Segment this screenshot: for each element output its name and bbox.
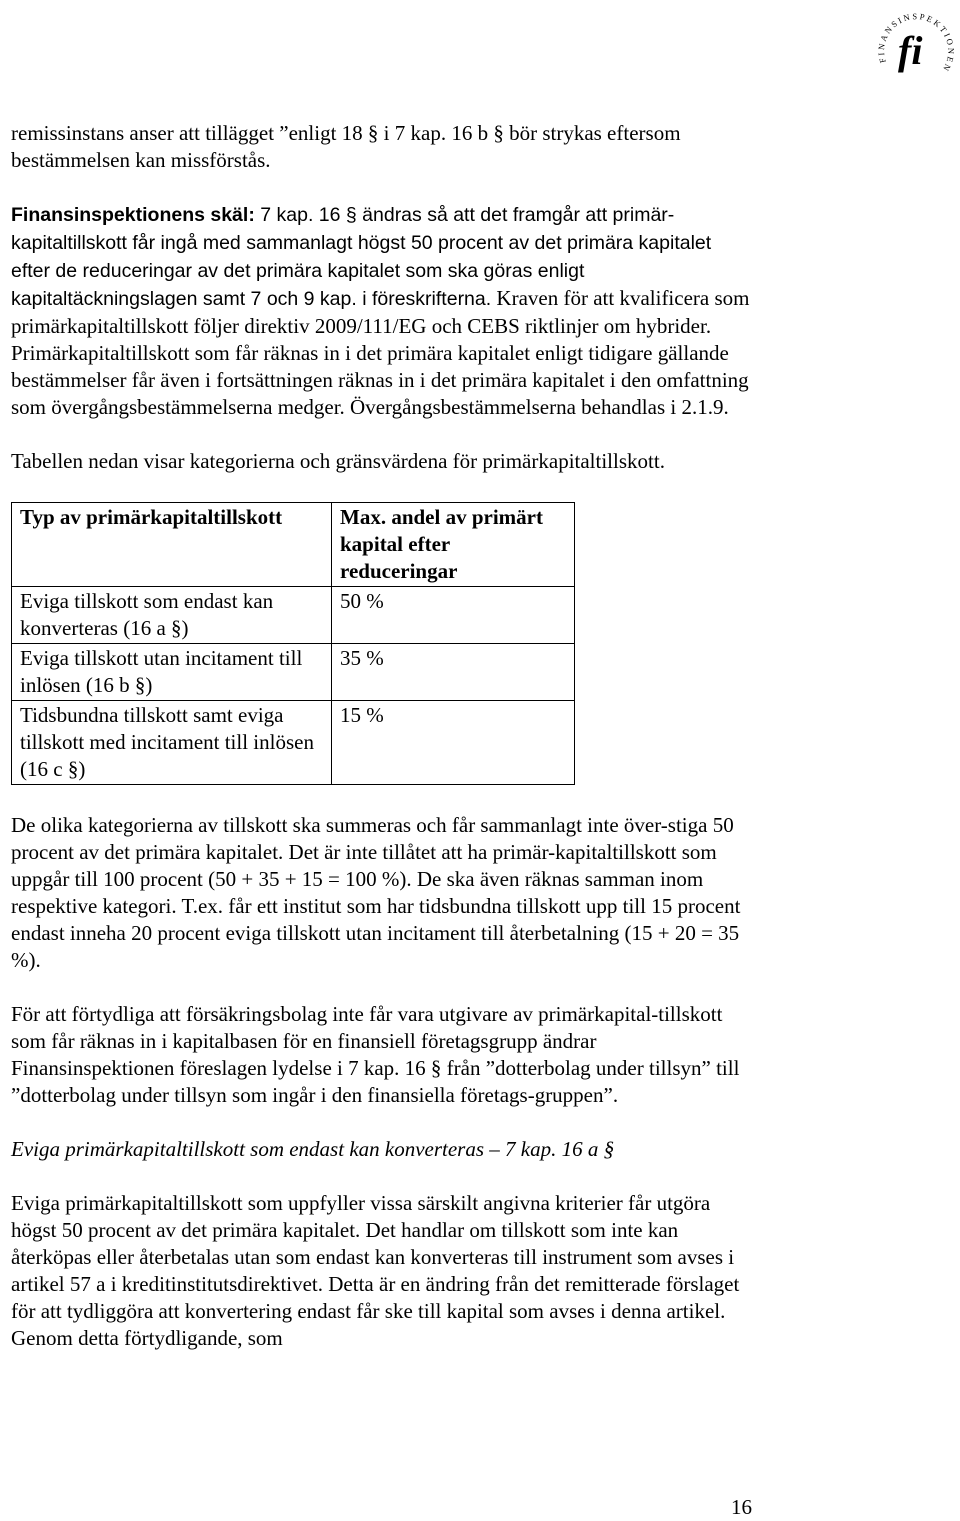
table-cell-max: 15 %	[332, 701, 575, 785]
paragraph-remissinstans: remissinstans anser att tillägget ”enligt 18 § i 7 kap. 16 b § bör strykas eftersom bestämmelsen kan missförstås.	[11, 121, 681, 172]
document-body	[11, 120, 751, 1352]
table-cell-type: Tidsbundna tillskott samt eviga tillskott med incitament till inlösen (16 c §)	[12, 701, 332, 785]
finansinspektionen-logo	[868, 0, 960, 90]
logo-mark: fi	[898, 28, 923, 73]
skal-serif-text: Kraven för att kvalificera som primärkapitaltillskott följer direktiv 2009/111/EG och CEBS riktlinjer om hybrider. Primärkapitaltillskott som får räknas in i det primära kapitalet enligt tidigare gällande bestämmelser får även i fortsättningen räknas in i det primära kapitalet i den omfattning som övergångsbestämmelserna medger. Övergångsbestämmelserna behandlas i 2.1.9.	[11, 286, 750, 419]
table-header-row	[12, 503, 575, 587]
skal-sans-text: 7 kap. 16 § ändras så att det framgår att primär-kapitaltillskott får ingå med sammanlagt högst 50 procent av det primära kapitalet efter de reduceringar av det primära kapitalet som ska göras enligt kapitaltäckningslagen samt 7 och 9 kap. i föreskrifterna.	[11, 204, 712, 310]
table-cell-type: Eviga tillskott utan incitament till inlösen (16 b §)	[12, 644, 332, 701]
table-cell-type: Eviga tillskott som endast kan konverteras (16 a §)	[12, 587, 332, 644]
paragraph-eviga: Eviga primärkapitaltillskott som uppfyller vissa särskilt angivna kriterier får utgöra högst 50 procent av det primära kapitalet. Det handlar om tillskott som inte kan återköpas eller återbetalas utan som endast kan konverteras till instrument som avses i artikel 57 a i kreditinstitutsdirektivet. Detta är en ändring från det remitterade förslaget för att tydliggöra att konvertering endast får ske till kapital som avses i denna artikel. Genom detta förtydligande, som	[11, 1191, 740, 1350]
table-row	[12, 587, 575, 644]
table-row	[12, 701, 575, 785]
logo-ring-text: FINANSINSPEKTIONEN	[875, 11, 957, 75]
section-heading: Eviga primärkapitaltillskott som endast kan konverteras – 7 kap. 16 a §	[11, 1137, 615, 1161]
table-header-max: Max. andel av primärt kapital efter reduceringar	[332, 503, 575, 587]
table-row	[12, 644, 575, 701]
table-cell-max: 50 %	[332, 587, 575, 644]
skal-lead: Finansinspektionens skäl:	[11, 204, 255, 226]
table-header-type: Typ av primärkapitaltillskott	[12, 503, 332, 587]
paragraph-table-intro: Tabellen nedan visar kategorierna och gränsvärdena för primärkapitaltillskott.	[11, 449, 665, 473]
categories-table	[11, 502, 575, 785]
paragraph-summering: De olika kategorierna av tillskott ska summeras och får sammanlagt inte över-stiga 50 procent av det primära kapitalet. Det är inte tillåtet att ha primär-kapitaltillskott som uppgår till 100 procent (50 + 35 + 15 = 100 %). De ska även räknas samman inom respektive kategori. T.ex. får ett institut som har tidsbundna tillskott upp till 15 procent endast inneha 20 procent eviga tillskott utan incitament till återbetalning (15 + 20 = 35 %).	[11, 813, 741, 972]
paragraph-skal	[11, 201, 751, 421]
paragraph-forsakringsbolag: För att förtydliga att försäkringsbolag inte får vara utgivare av primärkapital-tillskott som får räknas in i kapitalbasen för en finansiell företagsgrupp ändrar Finansinspektionen föreslagen lydelse i 7 kap. 16 § från ”dotterbolag under tillsyn” till ”dotterbolag under tillsyn som ingår i den finansiella företags-gruppen”.	[11, 1002, 740, 1107]
table-cell-max: 35 %	[332, 644, 575, 701]
page-number: 16	[731, 1495, 752, 1519]
